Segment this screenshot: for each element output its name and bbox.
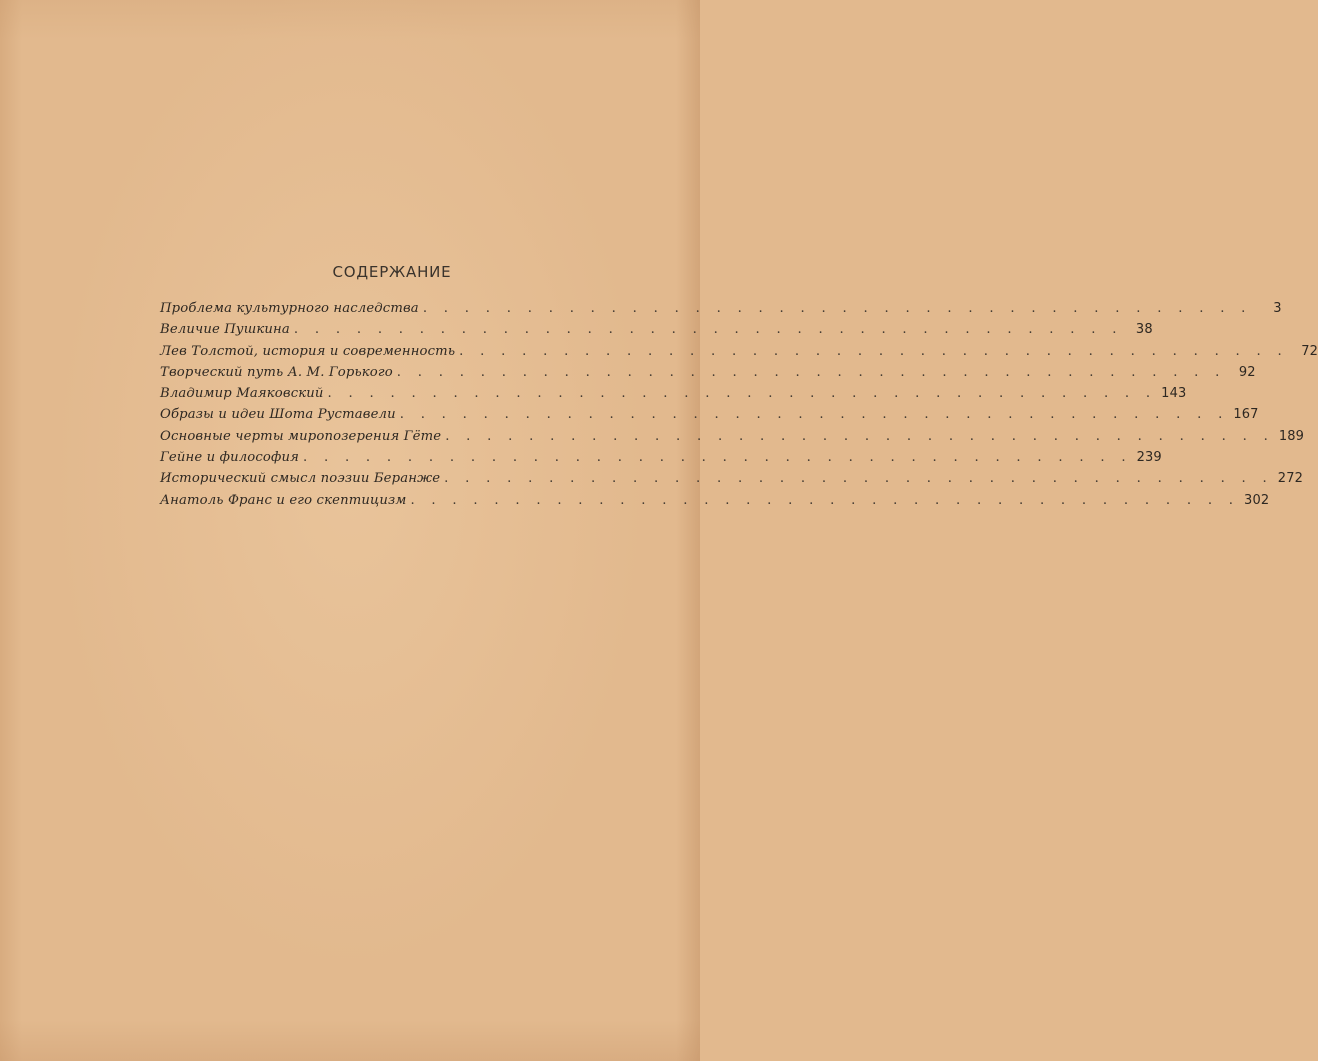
- entry-page-number: 239: [1136, 450, 1162, 466]
- entry-page-number: 143: [1161, 386, 1187, 402]
- contents-entry: [160, 319, 1153, 340]
- table-of-contents: [160, 262, 1318, 511]
- contents-list: [160, 298, 1318, 511]
- contents-entry: [160, 298, 1282, 319]
- entry-page-number: 92: [1238, 364, 1256, 380]
- contents-entry: [160, 490, 1270, 511]
- dot-leader: . . . . . . . . . . . . . . . . . . . . . . . . . . . . . . . . . . . . . . . .: [302, 450, 1132, 466]
- entry-title: Основные черты миропозерения Гёте: [160, 428, 442, 444]
- entry-page-number: 3: [1273, 301, 1282, 316]
- entry-title: Гейне и философия: [160, 450, 299, 466]
- contents-entry: [160, 426, 1305, 447]
- entry-title: Исторический смысл поэзии Беранже: [160, 471, 441, 487]
- contents-entry: [160, 468, 1304, 489]
- entry-title: Проблема культурного наследства: [160, 301, 419, 316]
- dot-leader: . . . . . . . . . . . . . . . . . . . . . . . . . . . . . . . . . . . . . . . .: [399, 407, 1229, 423]
- dot-leader: . . . . . . . . . . . . . . . . . . . . . . . . . . . . . . . . . . . . . . . .: [410, 492, 1240, 508]
- entry-title: Величие Пушкина: [160, 322, 290, 338]
- entry-page-number: 167: [1233, 407, 1259, 423]
- dot-leader: . . . . . . . . . . . . . . . . . . . . . . . . . . . . . . . . . . . . . . . .: [396, 364, 1226, 380]
- contents-entry: [160, 362, 1256, 383]
- dot-leader: . . . . . . . . . . . . . . . . . . . . . . . . . . . . . . . . . . . . . . . .: [445, 428, 1275, 444]
- contents-heading: СОДЕРЖАНИЕ: [332, 263, 452, 281]
- entry-title: Владимир Маяковский: [160, 386, 324, 402]
- dot-leader: . . . . . . . . . . . . . . . . . . . . . . . . . . . . . . . . . . . . . . . .: [327, 386, 1157, 402]
- entry-title: Творческий путь А. М. Горького: [160, 364, 393, 380]
- contents-entry: [160, 404, 1259, 425]
- entry-title: Образы и идеи Шота Руставели: [160, 407, 396, 423]
- dot-leader: . . . . . . . . . . . . . . . . . . . . . . . . . . . . . . . . . . . . . . . .: [444, 471, 1274, 487]
- entry-page-number: 72: [1301, 343, 1318, 359]
- dot-leader: . . . . . . . . . . . . . . . . . . . . . . . . . . . . . . . . . . . . . . . .: [293, 322, 1123, 338]
- contents-entry: [160, 341, 1318, 362]
- contents-entry: [160, 383, 1187, 404]
- entry-page-number: 302: [1244, 492, 1270, 508]
- entry-page-number: 189: [1278, 428, 1305, 444]
- entry-page-number: 272: [1277, 471, 1304, 487]
- entry-page-number: 38: [1135, 322, 1153, 338]
- dot-leader: . . . . . . . . . . . . . . . . . . . . . . . . . . . . . . . . . . . . . . . .: [459, 343, 1289, 359]
- contents-entry: [160, 447, 1162, 468]
- entry-title: Лев Толстой, история и современность: [160, 343, 456, 359]
- entry-title: Анатоль Франс и его скептицизм: [160, 492, 407, 508]
- dot-leader: . . . . . . . . . . . . . . . . . . . . . . . . . . . . . . . . . . . . . . . .: [422, 301, 1252, 316]
